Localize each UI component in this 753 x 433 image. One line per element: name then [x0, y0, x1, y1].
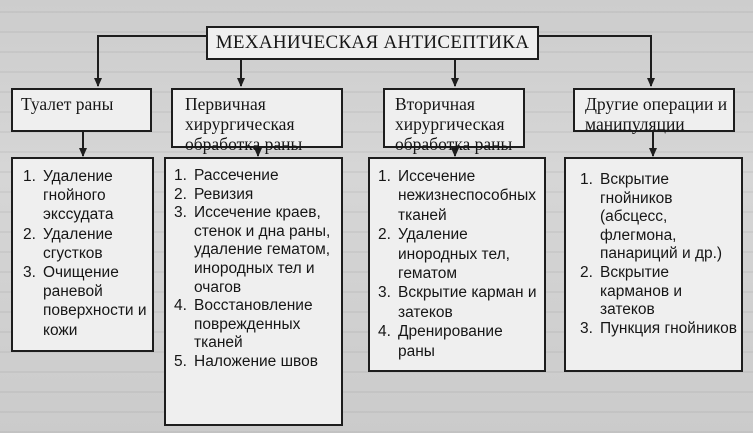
list-item: [174, 204, 337, 297]
list-item: [580, 171, 737, 264]
list-item-number: 1.: [378, 168, 391, 185]
list-wound-toilet: [11, 157, 154, 352]
list-item: [174, 167, 337, 186]
list-item-text: Иссечение краев, стенок и дна раны, удаление гематом, инородных тел и очагов: [194, 204, 331, 296]
list-item-number: 4.: [378, 323, 391, 341]
list-item: [23, 225, 148, 263]
list-item: [23, 263, 148, 340]
list-item: [174, 297, 337, 353]
list-item-number: 1.: [580, 171, 593, 188]
list-item-number: 3.: [23, 264, 36, 282]
list-item-number: 3.: [174, 204, 187, 222]
list-item-number: 3.: [378, 284, 391, 302]
header-secondary-treatment: Вторичная хирургическая обработка раны: [383, 88, 525, 148]
list-other-operations: [564, 157, 743, 372]
list-primary-treatment: [164, 157, 343, 426]
list-item-number: 1.: [174, 167, 187, 184]
list-item-text: Иссечение нежизнеспособных тканей: [398, 168, 536, 224]
list-item: [174, 186, 337, 205]
list-item-text: Наложение швов: [194, 352, 318, 370]
list-item-text: Ревизия: [194, 185, 254, 203]
header-other-operations: Другие операции и манипуляции: [573, 88, 735, 132]
list-item-number: 3.: [580, 319, 593, 337]
list-item-text: Дренирование раны: [398, 323, 503, 360]
list-item-text: Удаление сгустков: [43, 225, 113, 262]
list-item-text: Вскрытие карман и затеков: [398, 284, 537, 321]
list-secondary-treatment: [368, 157, 546, 372]
connector-left: [98, 36, 206, 86]
list-item-text: Удаление инородных тел, гематом: [398, 226, 510, 283]
list-item-text: Удаление гнойного экссудата: [43, 168, 114, 224]
list-item-number: 1.: [23, 168, 36, 185]
list-item: [378, 283, 540, 322]
list-item-text: Вскрытие карманов и затеков: [600, 263, 683, 319]
header-wound-toilet: Туалет раны: [11, 88, 152, 132]
list-item-number: 2.: [174, 185, 187, 203]
list-item: [23, 167, 148, 225]
list-item-number: 2.: [378, 226, 391, 244]
list-item-number: 2.: [580, 263, 593, 281]
list-item: [378, 167, 540, 225]
list-item: [580, 320, 737, 339]
header-primary-treatment: Первичная хирургическая обработка раны: [171, 88, 343, 148]
connector-right: [539, 36, 651, 86]
list-item-number: 2.: [23, 225, 36, 243]
list-item-text: Восстановление поврежденных тканей: [194, 297, 313, 352]
list-item-text: Пункция гнойников: [600, 319, 737, 337]
list-item: [580, 264, 737, 320]
list-item-text: Вскрытие гнойников (абсцесс, флегмона, панариций и др.): [600, 171, 723, 263]
list-item-number: 4.: [174, 297, 187, 315]
list-item: [378, 322, 540, 361]
diagram-title: МЕХАНИЧЕСКАЯ АНТИСЕПТИКА: [206, 26, 539, 60]
list-item: [174, 353, 337, 372]
list-item-text: Рассечение: [194, 167, 279, 184]
list-item: [378, 225, 540, 283]
list-item-text: Очищение раневой поверхности и кожи: [43, 264, 147, 339]
list-item-number: 5.: [174, 352, 187, 370]
